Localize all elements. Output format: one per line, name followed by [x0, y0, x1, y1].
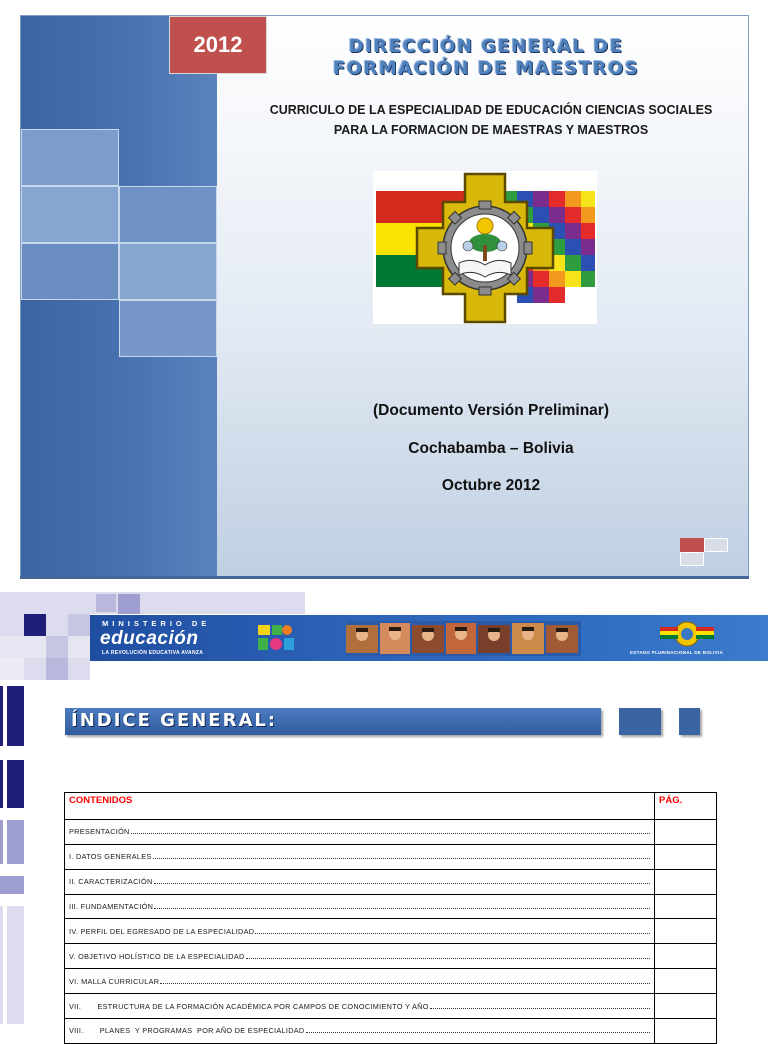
cover-deco-square — [21, 186, 119, 243]
cover-corner-deco — [680, 538, 704, 552]
cover-subtitle — [246, 100, 736, 140]
cover-deco-square — [119, 186, 217, 243]
table-of-contents — [64, 792, 717, 1044]
index-header-deco — [619, 708, 661, 735]
margin-deco-bar — [3, 906, 7, 1024]
document-location: Cochabamba – Bolivia — [408, 440, 574, 457]
margin-deco-bar — [0, 876, 24, 894]
emblem-logo-icon — [373, 171, 597, 324]
toc-entry-label: III. FUNDAMENTACIÓN — [69, 902, 154, 911]
cover-page — [20, 15, 749, 578]
cover-title — [251, 36, 721, 80]
margin-deco-bar — [3, 760, 7, 808]
toc-entry-page — [655, 919, 717, 944]
toc-row[interactable] — [65, 994, 717, 1019]
toc-entry-page — [655, 819, 717, 844]
toc-entry-label: VIII. PLANES Y PROGRAMAS POR AÑO DE ESPECIALIDAD — [69, 1026, 305, 1036]
toc-row[interactable] — [65, 969, 717, 994]
index-header-bar — [65, 708, 601, 735]
toc-entry-page — [655, 944, 717, 969]
cover-year-badge: 2012 — [169, 16, 267, 74]
document-version: (Documento Versión Preliminar) — [373, 402, 609, 419]
cover-subtitle-line1: CURRICULO DE LA ESPECIALIDAD DE EDUCACIÓN CIENCIAS SOCIALES — [269, 103, 713, 117]
toc-entry-page — [655, 869, 717, 894]
toc-row[interactable] — [65, 869, 717, 894]
toc-entry-page — [655, 1019, 717, 1044]
cover-deco-square — [119, 300, 217, 357]
state-label: ESTADO PLURINACIONAL DE BOLIVIA — [630, 650, 724, 655]
toc-entry-page — [655, 894, 717, 919]
toc-row[interactable] — [65, 844, 717, 869]
toc-entry-page — [655, 844, 717, 869]
institution-emblem — [373, 171, 597, 324]
index-title: ÍNDICE GENERAL: — [71, 710, 278, 731]
ministry-label: MINISTERIO DE — [102, 619, 211, 628]
toc-entry-label: I. DATOS GENERALES — [69, 852, 152, 862]
toc-entry-page — [655, 969, 717, 994]
document-date: Octubre 2012 — [441, 477, 541, 494]
cover-deco-square — [119, 243, 217, 300]
toc-row[interactable] — [65, 819, 717, 844]
cover-left-panel — [21, 16, 217, 578]
cover-corner-deco — [704, 538, 728, 552]
ministry-tagline: LA REVOLUCIÓN EDUCATIVA AVANZA — [102, 650, 204, 656]
cover-deco-square — [21, 129, 119, 186]
toc-row[interactable] — [65, 894, 717, 919]
students-photo-strip — [346, 621, 581, 656]
education-icons-icon — [256, 623, 296, 653]
ministry-brand-logo: educación — [100, 628, 199, 649]
cover-subtitle-line2: PARA LA FORMACION DE MAESTRAS Y MAESTROS — [333, 123, 649, 137]
index-header-deco — [679, 708, 700, 735]
toc-entry-label: VII. ESTRUCTURA DE LA FORMACIÓN ACADÉMICA POR CAMPOS DE CONOCIMIENTO Y AÑO — [69, 1001, 429, 1011]
cover-deco-square — [21, 243, 119, 300]
toc-header-contents: CONTENIDOS — [65, 793, 655, 820]
cover-bottom-rule — [20, 576, 749, 579]
bolivia-coat-of-arms-icon — [656, 619, 718, 649]
toc-entry-page — [655, 994, 717, 1019]
toc-entry-label: V. OBJETIVO HOLÍSTICO DE LA ESPECIALIDAD — [69, 951, 245, 961]
toc-row[interactable] — [65, 944, 717, 969]
toc-entry-label: PRESENTACIÓN — [69, 827, 130, 837]
cover-corner-deco — [680, 552, 704, 566]
toc-row[interactable] — [65, 919, 717, 944]
cover-title-line1: DIRECCIÓN GENERAL DE — [348, 36, 624, 57]
toc-entry-label: VI. MALLA CURRICULAR — [69, 976, 160, 986]
toc-entry-label: II. CARACTERIZACIÓN — [69, 877, 153, 887]
margin-deco-bar — [3, 820, 7, 864]
ministry-banner — [90, 615, 768, 661]
margin-deco-bar — [3, 686, 7, 746]
toc-header-page: PÁG. — [655, 793, 717, 820]
toc-row[interactable] — [65, 1019, 717, 1044]
toc-entry-label: IV. PERFIL DEL EGRESADO DE LA ESPECIALIDAD — [69, 926, 255, 936]
toc-header-row — [65, 793, 717, 820]
cover-title-line2: FORMACIÓN DE MAESTROS — [332, 58, 640, 79]
